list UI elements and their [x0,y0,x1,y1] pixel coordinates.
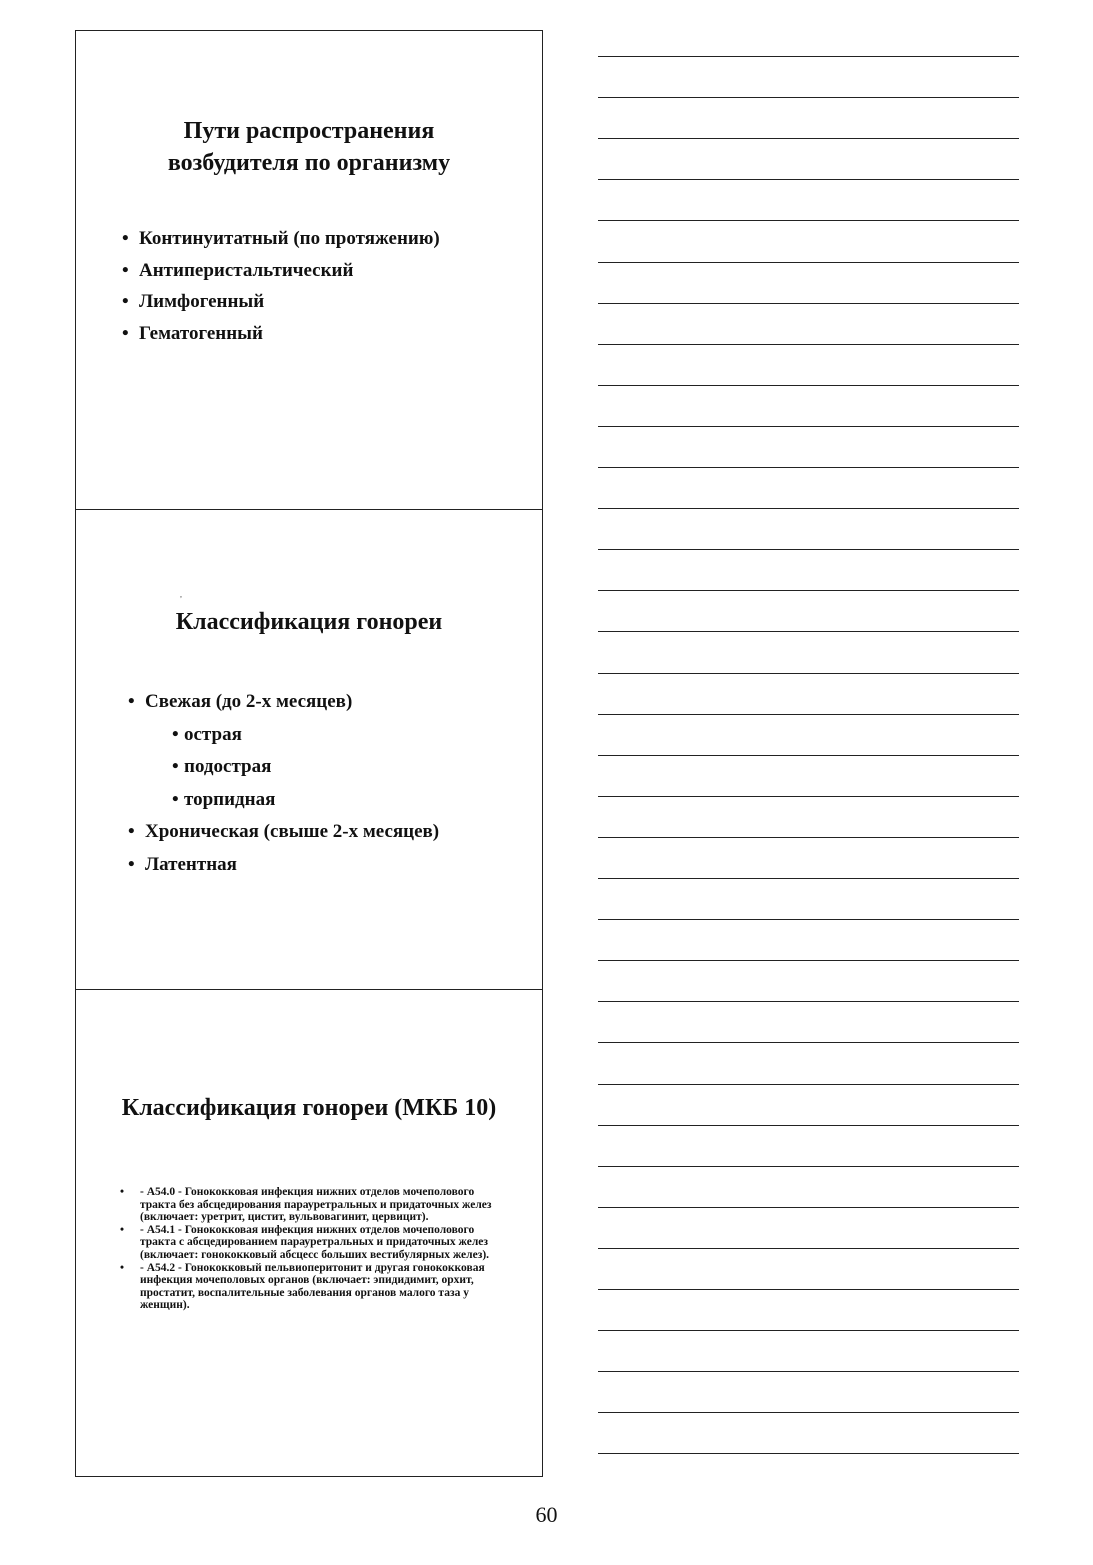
note-line [598,1412,1019,1413]
sub-bullet-item [172,751,439,784]
slide-spread-routes [76,31,542,509]
note-line [598,220,1019,221]
note-line [598,262,1019,263]
note-line [598,426,1019,427]
note-line [598,1330,1019,1331]
note-line [598,1042,1019,1043]
icd-code-list [116,1186,496,1312]
bullet-list [128,686,439,881]
sub-bullet-item [172,719,439,752]
note-line [598,1248,1019,1249]
bullet-item: • Латентная [128,849,439,882]
bullet-dot-icon: • [172,788,179,810]
slide-title: Классификация гонореи (МКБ 10) [121,1095,497,1121]
slide-title: Классификация гонореи [175,609,443,635]
bullet-list [122,223,440,349]
bullet-item: • Свежая (до 2-х месяцев) [128,686,439,719]
slide-title-line: возбудителя по организму [167,150,451,176]
note-line [598,1207,1019,1208]
bullet-item: • Континуитатный (по протяжению) [122,223,440,255]
note-line [598,1084,1019,1085]
bullet-item: • Хроническая (свыше 2-х месяцев) [128,816,439,849]
sub-bullet-label: острая [184,723,242,745]
note-line [598,344,1019,345]
note-line [598,508,1019,509]
note-line [598,549,1019,550]
page-number: 60 [535,1502,558,1527]
sub-bullet-label: торпидная [184,788,276,810]
bullet-item: • Гематогенный [122,318,440,350]
note-line [598,919,1019,920]
note-line [598,755,1019,756]
note-line [598,138,1019,139]
note-line [598,179,1019,180]
note-line [598,590,1019,591]
slide-title [76,115,542,179]
note-line [598,714,1019,715]
note-line [598,303,1019,304]
note-line [598,960,1019,961]
icd-code-item: • - А54.0 - Гонококковая инфекция нижних отделов мочеполового тракта без абсцедирования парауретральных и придаточных желез (включает: уретрит, цистит, вульвовагинит, цервицит). [116,1186,496,1224]
bullet-dot-icon: • [172,723,179,745]
sub-bullet-item [172,784,439,817]
sub-bullet-label: подострая [184,756,272,777]
slide-gonorrhea-classification [76,509,542,989]
note-line [598,1125,1019,1126]
note-line [598,1453,1019,1454]
note-line [598,796,1019,797]
note-line [598,673,1019,674]
bullet-item: • Лимфогенный [122,286,440,318]
note-line [598,56,1019,57]
note-line [598,878,1019,879]
note-line [598,1166,1019,1167]
note-line [598,1371,1019,1372]
stray-mark: , [180,590,182,599]
note-line [598,837,1019,838]
note-line [598,97,1019,98]
bullet-dot-icon: • [172,756,179,777]
note-line [598,467,1019,468]
icd-code-item: • - А54.1 - Гонококковая инфекция нижних отделов мочеполового тракта с абсцедированием парауретральных и придаточных желез (включает: гонококковый абсцесс больших вестибулярных желез). [116,1224,496,1262]
bullet-item: • Антиперистальтический [122,255,440,287]
icd-code-item: • - А54.2 - Гонококковый пельвиоперитонит и другая гонококковая инфекция мочеполовых органов (включает: эпидидимит, орхит, простатит, воспалительные заболевания органов малого таза у женщин). [116,1262,496,1312]
slides-column [75,30,543,1477]
slide-icd10-classification [76,989,542,1478]
slide-title-line: Пути распространения [183,118,435,144]
note-line [598,631,1019,632]
note-line [598,1001,1019,1002]
note-line [598,1289,1019,1290]
note-line [598,385,1019,386]
